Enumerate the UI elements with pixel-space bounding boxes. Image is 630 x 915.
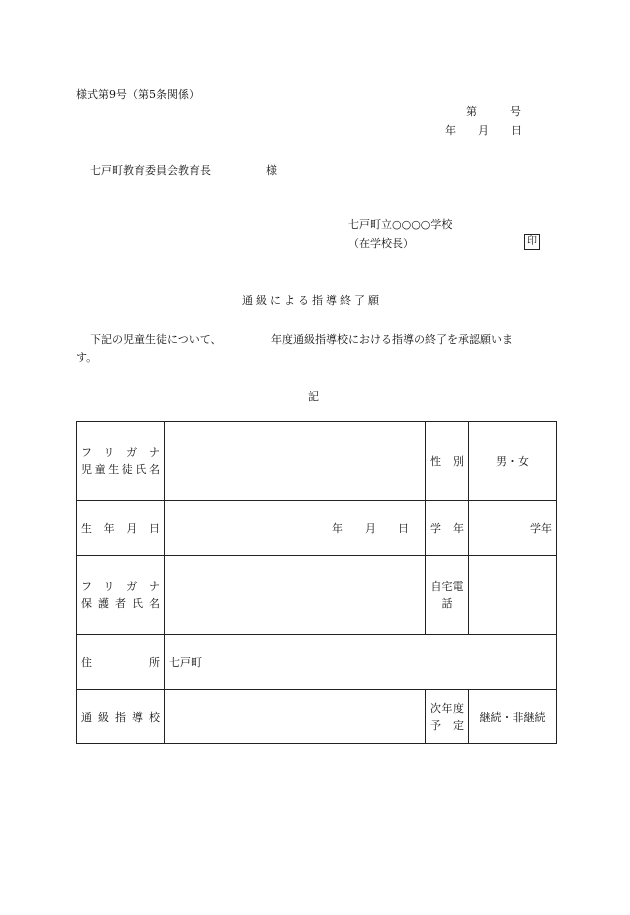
form-number: 様式第9号（第5条関係）	[76, 88, 200, 101]
ki-heading: 記	[308, 390, 319, 403]
address-row	[77, 635, 557, 690]
furigana-label: フリガナ	[81, 446, 160, 459]
grade-field[interactable]: 学年	[469, 501, 557, 556]
guardian-furigana-label: フリガナ	[81, 580, 160, 593]
seal-mark: 印	[524, 234, 540, 250]
sender-school: 七戸町立○○○○学校	[348, 218, 453, 231]
body-text-line-1: 下記の児童生徒について、 年度通級指導校における指導の終了を承認願いま	[90, 333, 514, 346]
address-field[interactable]: 七戸町	[165, 635, 557, 690]
address-label	[77, 635, 165, 690]
honorific: 様	[266, 164, 277, 177]
address-label-1: 住	[81, 656, 92, 669]
home-phone-label-2: 話	[441, 597, 453, 610]
birthdate-row	[77, 501, 557, 556]
issue-date: 年 月 日	[445, 124, 522, 137]
guardian-name-label: 保護者氏名	[81, 597, 160, 610]
next-year-value[interactable]: 継続・非継続	[469, 690, 557, 744]
birthdate-field[interactable]: 年 月 日	[165, 501, 426, 556]
school-row	[77, 690, 557, 744]
student-name-field[interactable]	[165, 422, 426, 501]
next-year-label-cell	[426, 690, 469, 744]
sender-principal: （在学校長）	[348, 237, 414, 250]
body-text-line-2: す。	[76, 351, 98, 364]
addressee: 七戸町教育委員会教育長	[90, 164, 211, 177]
address-label-2: 所	[149, 656, 160, 669]
birthdate-label: 生年月日	[77, 501, 165, 556]
grade-label: 学 年	[426, 501, 469, 556]
student-name-row	[77, 422, 557, 501]
student-name-label-cell	[77, 422, 165, 501]
sex-label: 性 別	[426, 422, 469, 501]
school-field[interactable]	[165, 690, 426, 744]
sex-value[interactable]: 男・女	[469, 422, 557, 501]
next-year-label-1: 次年度	[430, 701, 464, 715]
document-title: 通級による指導終了願	[242, 294, 382, 307]
school-label: 通級指導校	[77, 690, 165, 744]
guardian-row	[77, 556, 557, 635]
home-phone-field[interactable]	[469, 556, 557, 635]
application-table	[76, 421, 557, 744]
guardian-name-label-cell	[77, 556, 165, 635]
document-number: 第 号	[466, 105, 521, 118]
guardian-name-field[interactable]	[165, 556, 426, 635]
home-phone-label-1: 自宅電	[430, 580, 464, 593]
student-name-label: 児童生徒氏名	[81, 463, 160, 476]
next-year-label-2: 予 定	[430, 718, 464, 732]
home-phone-label-cell	[426, 556, 469, 635]
